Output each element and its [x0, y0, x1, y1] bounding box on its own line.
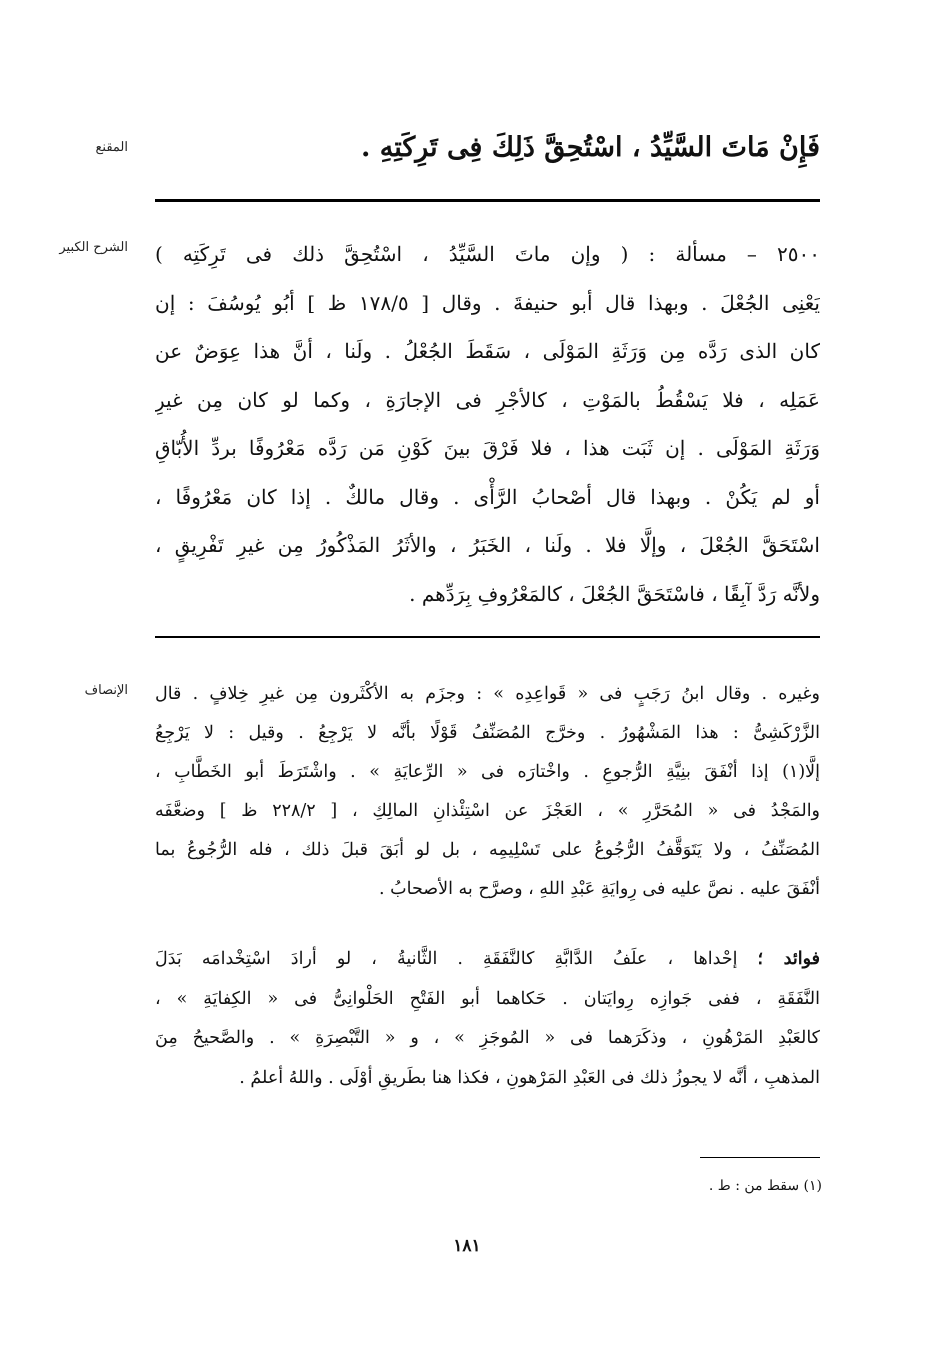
footnote-divider — [700, 1157, 820, 1158]
sharh-line: ولأنَّه رَدَّ آبِقًا ، فاسْتَحَقَّ الجُعْلَ ، كالمَعْرُوفِ بِرَدِّهم . — [409, 581, 820, 606]
fawaid-line-text: إحْداها ، علَفُ الدَّابَّةِ كالنَّفَقَةِ . الثَّانيةُ ، لو أرادَ اسْتِخْدامَه بَدَلَ — [155, 949, 758, 969]
sharh-line: ٢٥٠٠ – مسألة : ( وإن ماتَ السَّيِّدُ ، اسْتُحِقَّ ذلك فى تَرِكَتِه ) — [155, 242, 820, 266]
muqni-text: فَإِنْ مَاتَ السَّيِّدُ ، اسْتُحِقَّ ذَلِكَ فِى تَرِكَتِهِ . — [360, 132, 820, 163]
insaf-text-block — [155, 675, 820, 909]
margin-label-muqni: المقنع — [95, 140, 128, 155]
sharh-line: عَمَلِه ، فلا يَسْقُطُ بالمَوْتِ ، كالأجْرِ فى الإجارَةِ ، وكما لو كان مِن غيرِ — [155, 387, 820, 412]
insaf-line: إلَّا(١) إذا أنْفَقَ بنِيَّةِ الرُّجوعِ . واخْتارَه فى « الرِّعايَةِ » . واشْتَرَطَ أبو الخَطَّابِ ، — [155, 762, 820, 782]
insaf-line: المُصَنِّفُ ، ولا يَتَوَقَّفُ الرُّجُوعُ على تَسْلِيمِه ، بل لو أبَقَ قبلَ ذلك ، فله الرُّجُوعُ بما — [155, 840, 820, 860]
insaf-line: وغيره . وقال ابنُ رَجَبٍ فى « قَواعِدِه » : وجزَم به الأكْثَرون مِن غيرِ خِلافٍ . قال — [155, 684, 820, 704]
fawaid-text-block — [155, 940, 820, 1098]
page-number: ١٨١ — [453, 1236, 481, 1256]
insaf-line: والمَجْدُ فى « المُحَرَّرِ » ، العَجْزَ عن اسْتِئْذانِ المالِكِ ، [ ٢٢٨/٢ ظ ] وضعَّفَه — [155, 801, 820, 821]
fawaid-line: المذهبِ ، أنَّه لا يجوزُ ذلك فى العَبْدِ المَرْهونِ ، فكذا هنا بطَريقِ أوْلَى . واللهُ أعلمُ . — [239, 1067, 820, 1088]
sharh-line: أو لم يَكُنْ . وبهذا قال أصْحابُ الرَّأْى . وقال مالكٌ . إذا كان مَعْرُوفًا ، — [155, 484, 820, 509]
sharh-line: اسْتَحَقَّ الجُعْلَ ، وإلَّا فلا . ولَنا ، الخَبَرُ ، والأثَرُ المَذْكُورُ مِن غيرِ تَفْرِيقٍ ، — [155, 533, 820, 557]
middle-divider — [155, 636, 820, 638]
fawaid-line — [155, 940, 820, 980]
margin-label-sharh: الشرح الكبير — [59, 240, 128, 255]
fawaid-line: كالعَبْدِ المَرْهُونِ ، وذكَرَهما فى « المُوجَزِ » ، و « التَّبْصِرَةِ » . والصَّحيحُ مِنَ — [155, 1028, 820, 1048]
top-divider — [155, 199, 820, 202]
sharh-line: يَعْنِى الجُعْلَ . وبهذا قال أبو حنيفةَ . وقال [ ١٧٨/٥ ظ ] أبُو يُوسُفَ : إن — [155, 290, 820, 315]
footnote: (١) سقط من : ط . — [708, 1178, 822, 1194]
fawaid-line: النَّفَقَةِ ، ففى جَوازِه رِوايَتان . حَكاهما أبو الفَتْحِ الحَلْوانِىُّ فى « الكِفايَةِ » ، — [155, 988, 820, 1009]
sharh-line: وَرَثَةِ المَوْلَى . إن ثَبَت هذا ، فلا فَرْقَ بينَ كَوْنِ مَن رَدَّه مَعْرُوفًا بردِّ الأُبّاقِ — [155, 436, 820, 460]
insaf-line: أنْفَقَ عليه . نصَّ عليه فى رِوايَةِ عَبْدِ اللهِ ، وصرَّح به الأصحابُ . — [379, 879, 820, 899]
fawaid-heading: فوائد ؛ — [757, 949, 820, 969]
muqni-text-block — [155, 126, 820, 170]
insaf-line: الزَّرْكَشِىُّ : هذا المَشْهُورُ . وخرَّج المُصَنِّفُ قَوْلًا بأنَّه لا يَرْجِعُ . وقيل : لا يَرْجِعُ — [155, 723, 820, 743]
margin-label-insaf: الإنصاف — [84, 683, 128, 698]
sharh-line: كان الذى رَدَّه مِن وَرَثَةِ المَوْلَى ، سَقَطَ الجُعْلُ . ولَنا ، أنَّ هذا عِوَضٌ عن — [155, 339, 820, 363]
sharh-text-block — [155, 230, 820, 618]
